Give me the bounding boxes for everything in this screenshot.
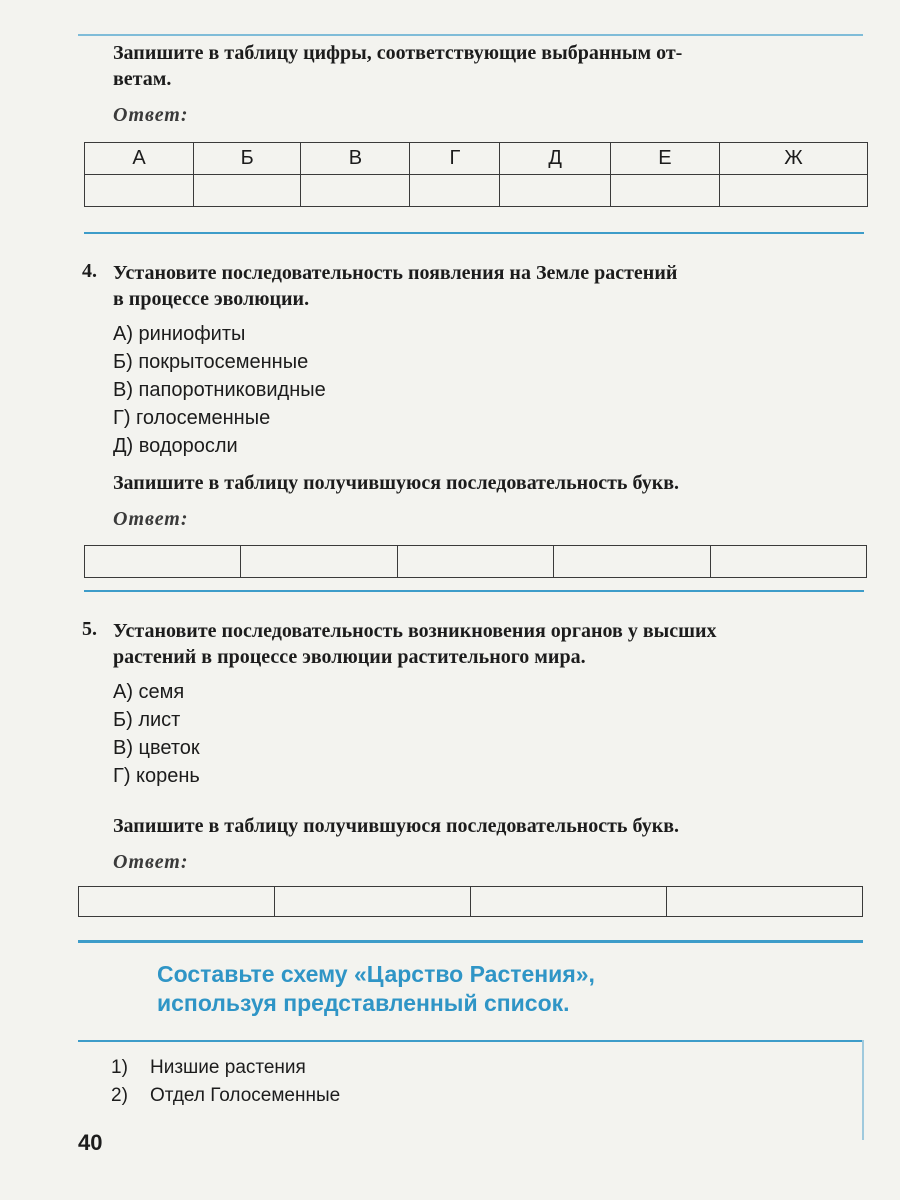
q5-instruction: Запишите в таблицу получившуюся последовательность букв. <box>113 815 680 837</box>
q3-answer-cell[interactable] <box>500 175 611 207</box>
q5-option-g: Г) корень <box>113 765 200 787</box>
q4-option-a: А) риниофиты <box>113 323 246 345</box>
q4-answer-cell[interactable] <box>554 546 710 578</box>
q4-instruction: Запишите в таблицу получившуюся последовательность букв. <box>113 472 680 494</box>
q3-answer-cell[interactable] <box>301 175 410 207</box>
q3-answer-label: Ответ: <box>113 104 189 126</box>
q3-header-d: Д <box>500 143 611 175</box>
q3-instruction-cont: ветам. <box>113 68 172 90</box>
task-top-rule <box>78 940 863 943</box>
q3-answer-cell[interactable] <box>610 175 719 207</box>
q4-answer-table <box>84 545 867 578</box>
q4-answer-cell[interactable] <box>710 546 866 578</box>
q3-header-b: Б <box>194 143 301 175</box>
section-divider <box>84 590 864 592</box>
task-heading <box>157 960 717 1018</box>
q4-option-v: В) папоротниковидные <box>113 379 326 401</box>
task-side-rule <box>862 1040 864 1140</box>
q5-answer-table <box>78 886 863 917</box>
q5-option-a: А) семя <box>113 681 185 703</box>
q3-header-e: Е <box>610 143 719 175</box>
task-bottom-rule <box>78 1040 863 1042</box>
q4-number: 4. <box>82 260 97 282</box>
q5-number: 5. <box>82 618 97 640</box>
q4-answer-label: Ответ: <box>113 508 189 530</box>
task-heading-line1: Составьте схему «Царство Растения», <box>157 961 595 987</box>
q5-answer-cell[interactable] <box>275 887 471 917</box>
page-number: 40 <box>78 1130 103 1155</box>
q5-prompt-line1: Установите последовательность возникновения органов у высших <box>113 620 717 642</box>
task-heading-line2: используя представленный список. <box>157 990 570 1016</box>
q5-prompt-line2: растений в процессе эволюции растительного мира. <box>113 646 586 668</box>
task-item-2-num: 2) <box>111 1085 128 1106</box>
q4-option-g: Г) голосеменные <box>113 407 271 429</box>
q5-answer-cell[interactable] <box>471 887 667 917</box>
q4-option-d: Д) водоросли <box>113 435 238 457</box>
q5-answer-label: Ответ: <box>113 851 189 873</box>
q3-answer-table <box>84 142 868 207</box>
q3-answer-cell[interactable] <box>194 175 301 207</box>
q5-answer-cell[interactable] <box>667 887 863 917</box>
q5-option-b: Б) лист <box>113 709 181 731</box>
q4-answer-cell[interactable] <box>241 546 397 578</box>
q3-answer-cell[interactable] <box>85 175 194 207</box>
q4-prompt-line2: в процессе эволюции. <box>113 288 310 310</box>
section-divider <box>84 232 864 234</box>
q4-option-b: Б) покрытосеменные <box>113 351 309 373</box>
q3-header-v: В <box>301 143 410 175</box>
q4-prompt-line1: Установите последовательность появления на Земле растений <box>113 262 678 284</box>
task-item-1-num: 1) <box>111 1057 128 1078</box>
q3-header-g: Г <box>410 143 500 175</box>
q3-answer-cell[interactable] <box>410 175 500 207</box>
q3-instruction: Запишите в таблицу цифры, соответствующие выбранным от- <box>113 42 683 64</box>
top-rule <box>78 34 863 36</box>
task-item-2-text: Отдел Голосеменные <box>150 1085 341 1106</box>
q4-answer-cell[interactable] <box>85 546 241 578</box>
task-item-1-text: Низшие растения <box>150 1057 306 1078</box>
q3-header-a: А <box>85 143 194 175</box>
q4-answer-cell[interactable] <box>397 546 553 578</box>
q5-option-v: В) цветок <box>113 737 200 759</box>
q3-header-zh: Ж <box>719 143 867 175</box>
q3-answer-cell[interactable] <box>719 175 867 207</box>
q5-answer-cell[interactable] <box>79 887 275 917</box>
